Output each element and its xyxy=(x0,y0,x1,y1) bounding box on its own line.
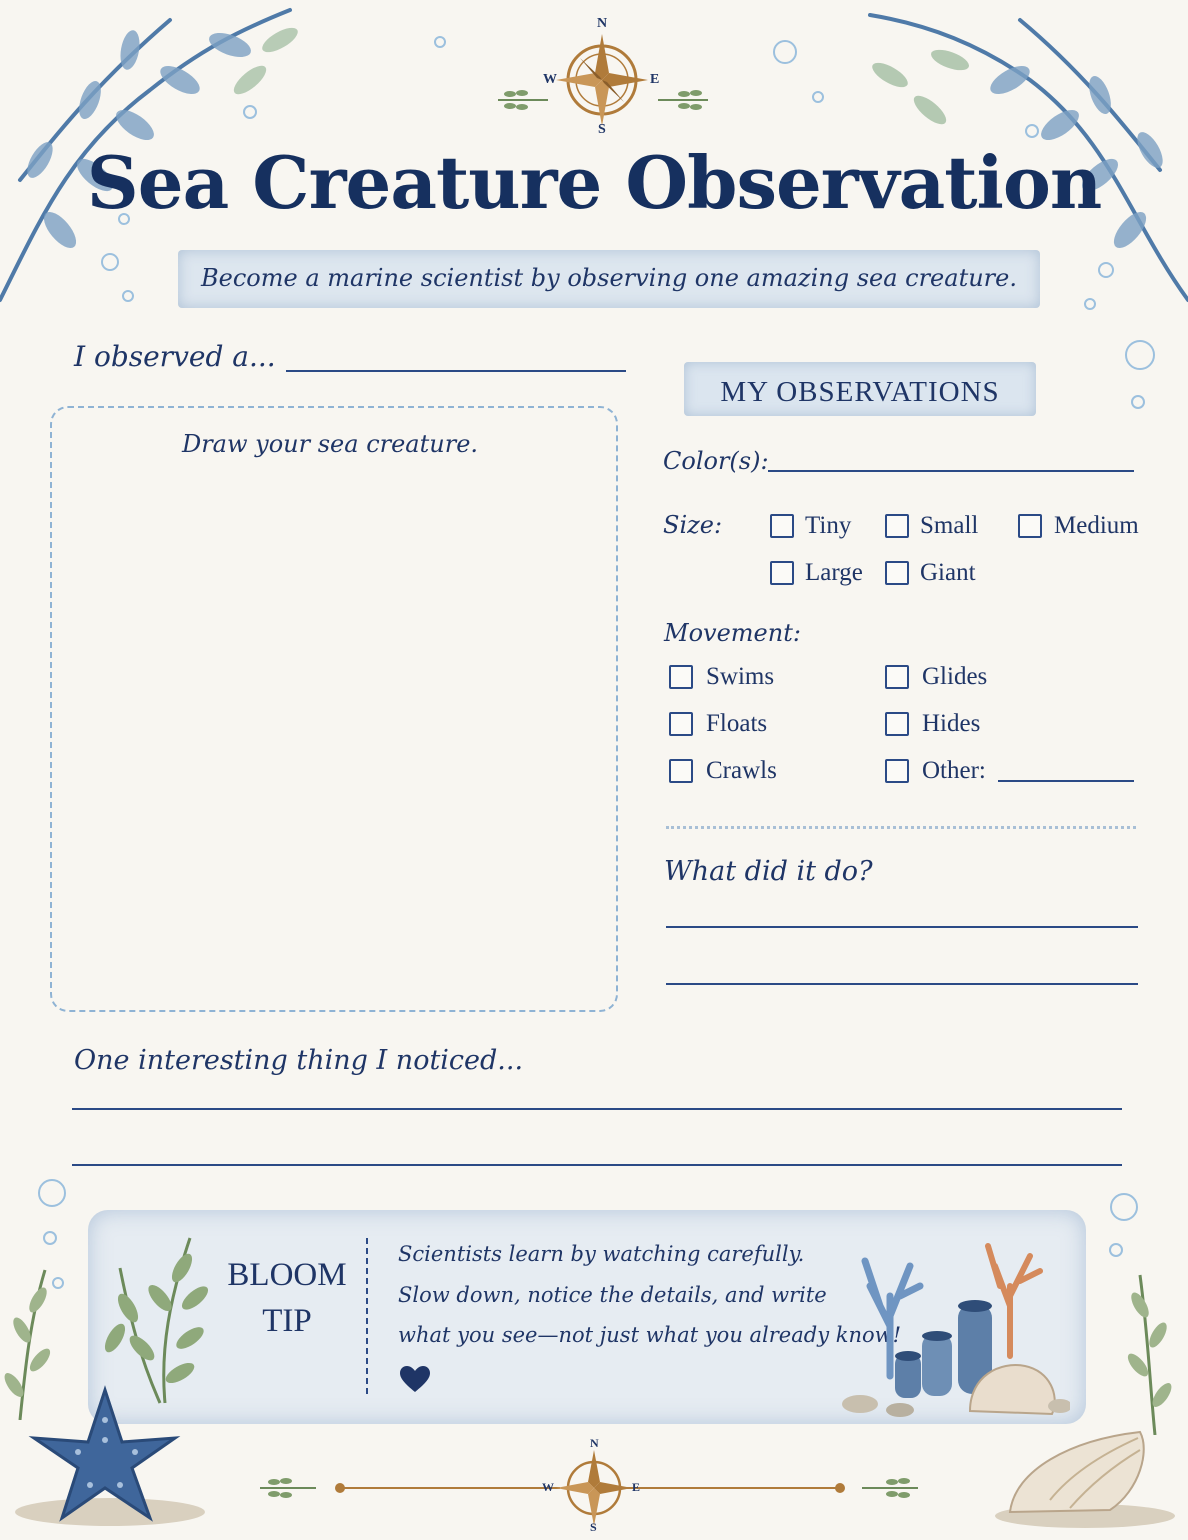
size-label: Size: xyxy=(663,511,723,539)
interesting-thing-label: One interesting thing I noticed... xyxy=(74,1045,524,1076)
movement-hides-checkbox[interactable] xyxy=(885,712,909,736)
what-did-it-do-label: What did it do? xyxy=(664,856,873,887)
what-answer-line-2[interactable] xyxy=(666,983,1138,985)
movement-floats-label: Floats xyxy=(706,710,768,737)
drawing-area-label: Draw your sea creature. xyxy=(181,430,479,458)
compass-bottom-w-label: W xyxy=(542,1480,554,1494)
movement-other-label: Other: xyxy=(922,757,986,784)
size-tiny-checkbox[interactable] xyxy=(770,514,794,538)
compass-e-label: E xyxy=(650,72,660,87)
starfish-illustration xyxy=(10,1380,210,1530)
page-title: Sea Creature Observation xyxy=(86,140,1102,225)
movement-crawls-label: Crawls xyxy=(706,757,777,784)
bloom-tip-title-line2: TIP xyxy=(262,1303,312,1339)
movement-swims-label: Swims xyxy=(706,663,775,690)
color-label: Color(s): xyxy=(663,447,769,475)
color-answer-line[interactable] xyxy=(768,470,1134,472)
observed-answer-line[interactable] xyxy=(286,370,626,372)
compass-rose-top xyxy=(540,16,665,138)
movement-glides-label: Glides xyxy=(922,663,988,690)
drawing-area[interactable] xyxy=(50,406,618,1012)
compass-icon xyxy=(540,20,665,138)
size-giant-checkbox[interactable] xyxy=(885,561,909,585)
bloom-tip-title-line1: BLOOM xyxy=(227,1257,347,1293)
tip-line-3: what you see—not just what you already know! xyxy=(398,1323,902,1347)
seashell-illustration xyxy=(990,1420,1180,1530)
compass-bottom-s-label: S xyxy=(590,1520,597,1534)
size-small-label: Small xyxy=(920,512,979,539)
observed-label: I observed a... xyxy=(74,340,276,373)
movement-hides-label: Hides xyxy=(922,710,981,737)
sprig-right-icon xyxy=(656,88,710,112)
movement-other-line[interactable] xyxy=(998,780,1134,782)
size-small-checkbox[interactable] xyxy=(885,514,909,538)
bloom-tip-title xyxy=(222,1252,352,1344)
coral-illustration xyxy=(820,1226,1070,1418)
seaweed-bottom-right-illustration xyxy=(1110,1265,1180,1435)
compass-n-label: N xyxy=(597,16,608,31)
compass-s-label: S xyxy=(598,122,606,137)
compass-rose-bottom xyxy=(542,1436,646,1536)
compass-w-label: W xyxy=(543,72,557,87)
movement-swims-checkbox[interactable] xyxy=(669,665,693,689)
section-divider xyxy=(666,826,1136,829)
size-giant-label: Giant xyxy=(920,559,976,586)
size-medium-checkbox[interactable] xyxy=(1018,514,1042,538)
movement-floats-checkbox[interactable] xyxy=(669,712,693,736)
tip-line-2: Slow down, notice the details, and write xyxy=(398,1283,827,1307)
sprig-left-icon xyxy=(496,88,550,112)
sprig-bottom-left-icon xyxy=(258,1476,318,1500)
size-tiny-label: Tiny xyxy=(805,512,852,539)
movement-label: Movement: xyxy=(664,619,801,647)
interesting-answer-line-1[interactable] xyxy=(72,1108,1122,1110)
compass-bottom-n-label: N xyxy=(590,1436,599,1450)
size-medium-label: Medium xyxy=(1054,512,1139,539)
observations-heading: MY OBSERVATIONS xyxy=(720,376,1000,408)
movement-other-checkbox[interactable] xyxy=(885,759,909,783)
size-large-checkbox[interactable] xyxy=(770,561,794,585)
movement-crawls-checkbox[interactable] xyxy=(669,759,693,783)
subtitle-text: Become a marine scientist by observing one amazing sea creature. xyxy=(201,264,1017,292)
sprig-bottom-right-icon xyxy=(860,1476,920,1500)
size-large-label: Large xyxy=(805,559,863,586)
tip-divider xyxy=(366,1238,368,1394)
interesting-answer-line-2[interactable] xyxy=(72,1164,1122,1166)
heart-icon xyxy=(400,1366,430,1394)
compass-bottom-e-label: E xyxy=(632,1480,641,1494)
tip-line-1: Scientists learn by watching carefully. xyxy=(398,1242,805,1266)
movement-glides-checkbox[interactable] xyxy=(885,665,909,689)
what-answer-line-1[interactable] xyxy=(666,926,1138,928)
